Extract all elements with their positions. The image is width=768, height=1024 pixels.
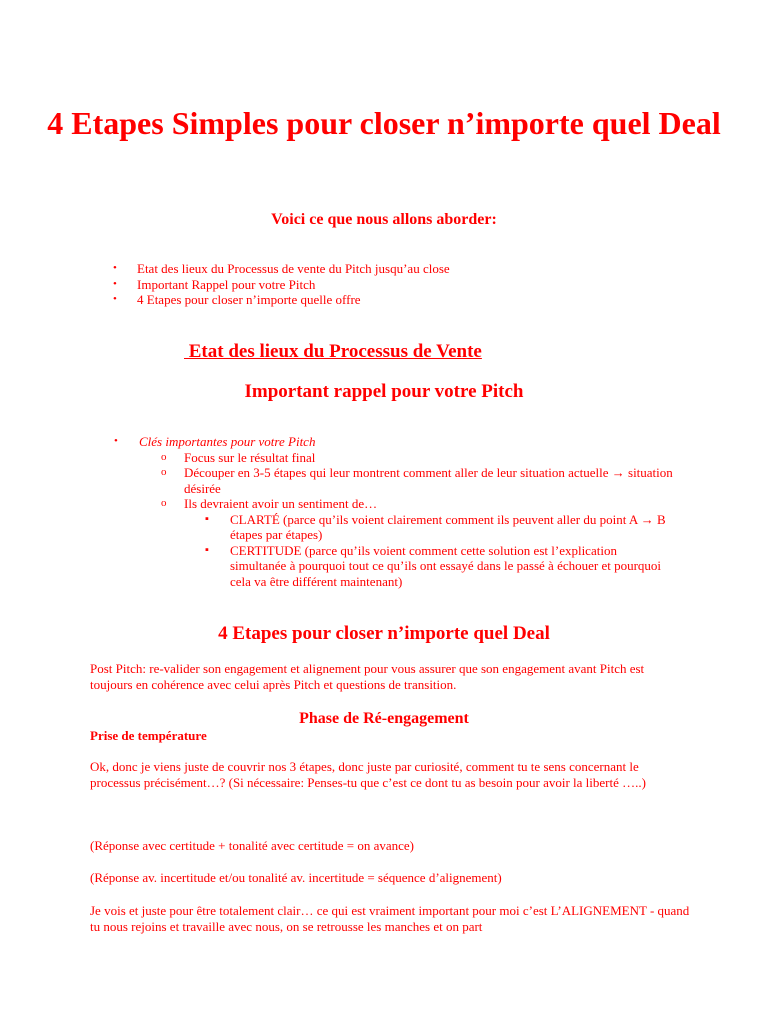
list-item: o Découper en 3-5 étapes qui leur montrent comment aller de leur situation actuelle → situation désirée [90, 465, 679, 496]
ok-paragraph: Ok, donc je viens juste de couvrir nos 3 étapes, donc juste par curiosité, comment tu te sens concernant le processus précisément…? (Si nécessaire: Penses-tu que c’est ce dont tu as besoin pour avoir la liberté …..) [90, 759, 646, 790]
phase-heading: Phase de Ré-engagement [299, 710, 469, 727]
agenda-item: • 4 Etapes pour closer n’importe quelle offre [90, 292, 450, 308]
document-title: 4 Etapes Simples pour closer n’importe quel Deal [47, 105, 721, 141]
prise-label: Prise de température [90, 728, 207, 743]
response-certitude: (Réponse avec certitude + tonalité avec certitude = on avance) [90, 838, 414, 853]
section-heading-4-etapes: 4 Etapes pour closer n’importe quel Deal [218, 623, 550, 644]
agenda-item: • Etat des lieux du Processus de vente du Pitch jusqu’au close [90, 261, 450, 277]
key-points-heading: • Clés importantes pour votre Pitch [90, 434, 710, 450]
agenda-item: • Important Rappel pour votre Pitch [90, 277, 450, 293]
response-incertitude: (Réponse av. incertitude et/ou tonalité av. incertitude = séquence d’alignement) [90, 870, 502, 885]
agenda-heading: Voici ce que nous allons aborder: [271, 211, 497, 228]
section-heading-etat-des-lieux: Etat des lieux du Processus de Vente [184, 341, 482, 362]
key-points-list [90, 434, 710, 589]
list-item: o Ils devraient avoir un sentiment de… [90, 496, 710, 512]
final-paragraph: Je vois et juste pour être totalement clair… ce qui est vraiment important pour moi c’est L’ALIGNEMENT - quand tu nous rejoins et travaille avec nous, on se retrousse les manches et on part [90, 903, 690, 934]
list-item: o Focus sur le résultat final [90, 450, 710, 466]
section-heading-rappel-pitch: Important rappel pour votre Pitch [244, 381, 524, 402]
sub-list-item: ▪ CLARTÉ (parce qu’ils voient clairement comment ils peuvent aller du point A → B étapes par étapes) [90, 512, 675, 543]
sub-list-item: ▪ CERTITUDE (parce qu’ils voient comment cette solution est l’explication simultanée à pourquoi tout ce qu’ils ont essayé dans le passé à échouer et pourquoi cela va être différent maintenant) [90, 543, 675, 590]
agenda-list [90, 261, 450, 308]
post-pitch-paragraph: Post Pitch: re-valider son engagement et alignement pour vous assurer que son engagement avant Pitch est toujours en cohérence avec celui après Pitch et questions de transition. [90, 661, 645, 692]
